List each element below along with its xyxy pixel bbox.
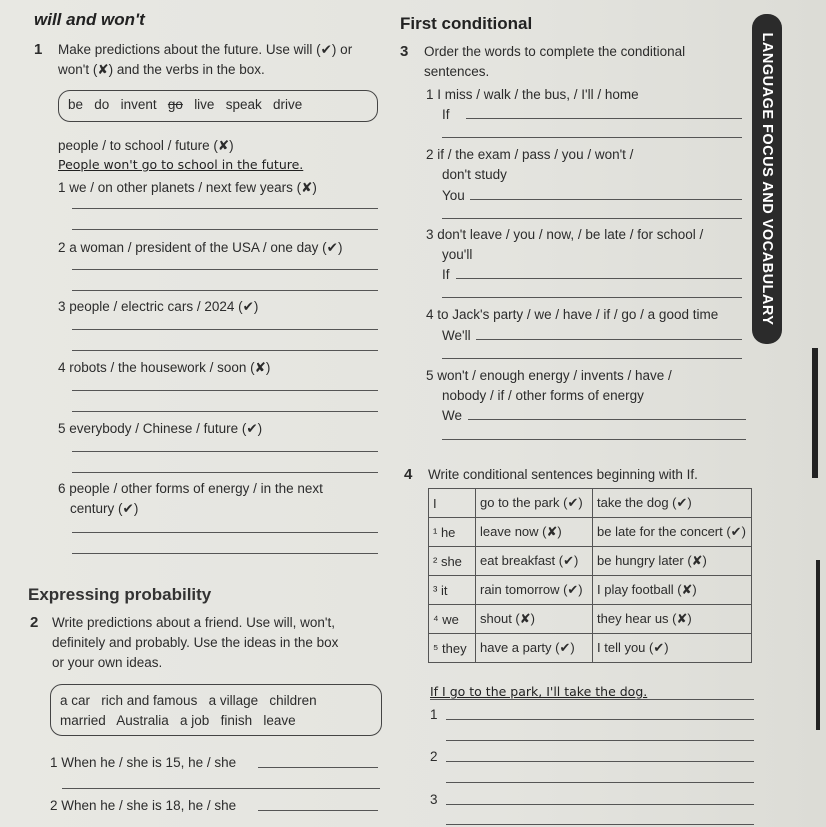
table-cell: they hear us (✘): [593, 605, 752, 634]
answer-line[interactable]: [470, 199, 742, 200]
ex1-item-1: 1 we / on other planets / next few years (✘): [58, 180, 317, 195]
answer-line[interactable]: [446, 804, 754, 805]
answer-line[interactable]: [258, 767, 378, 768]
table-row: [429, 576, 752, 605]
ex3-item-5: 5 won't / enough energy / invents / have /: [426, 368, 672, 383]
table-cell: be late for the concert (✔): [593, 518, 752, 547]
ex1-instruction-line1: Make predictions about the future. Use will (✔) or: [58, 42, 353, 57]
ex3-item-2-start: You: [442, 188, 465, 203]
ex3-number: 3: [400, 43, 409, 60]
table-cell: eat breakfast (✔): [476, 547, 593, 576]
answer-line[interactable]: [446, 719, 754, 720]
answer-line[interactable]: [72, 290, 378, 291]
page-edge-marker: [812, 348, 818, 478]
answer-line[interactable]: [446, 824, 754, 825]
table-row: [429, 518, 752, 547]
ex3-instruction-line1: Order the words to complete the conditional: [424, 44, 686, 59]
ex1-item-6-line2: century (✔): [70, 501, 139, 516]
table-cell: have a party (✔): [476, 634, 593, 663]
table-cell: shout (✘): [476, 605, 593, 634]
ex2-number: 2: [30, 614, 39, 631]
answer-line[interactable]: [72, 390, 378, 391]
answer-line[interactable]: [72, 229, 378, 230]
ex1-item-4: 4 robots / the housework / soon (✘): [58, 360, 271, 375]
ex4-example-answer: If I go to the park, I'll take the dog.: [430, 684, 648, 699]
table-cell: ¹ he: [429, 518, 476, 547]
ex3-item-2: 2 if / the exam / pass / you / won't /: [426, 147, 634, 162]
word-be: be: [68, 97, 84, 112]
table-cell: take the dog (✔): [593, 489, 752, 518]
answer-line[interactable]: [446, 761, 754, 762]
ex1-word-list: [68, 95, 302, 115]
ex2-box-line2: married Australia a job finish leave: [60, 713, 296, 728]
table-cell: ² she: [429, 547, 476, 576]
table-cell: I: [429, 489, 476, 518]
ex3-item-5-start: We: [442, 408, 463, 423]
ex3-item-2-line2: don't study: [442, 167, 507, 182]
answer-line[interactable]: [72, 451, 378, 452]
word-invent: invent: [120, 97, 157, 112]
answer-line[interactable]: [72, 472, 378, 473]
ex3-item-4: 4 to Jack's party / we / have / if / go / a good time: [426, 307, 719, 322]
table-cell: ³ it: [429, 576, 476, 605]
table-row: [429, 605, 752, 634]
table-row: [429, 489, 752, 518]
word-do: do: [94, 97, 110, 112]
word-drive: drive: [273, 97, 303, 112]
answer-line[interactable]: [72, 329, 378, 330]
ex3-item-3-line2: you'll: [442, 247, 473, 262]
table-cell: leave now (✘): [476, 518, 593, 547]
ex3-instruction-line2: sentences.: [424, 64, 490, 79]
word-live: live: [194, 97, 215, 112]
ex1-example-prompt: people / to school / future (✘): [58, 138, 234, 153]
table-cell: go to the park (✔): [476, 489, 593, 518]
answer-line[interactable]: [72, 208, 378, 209]
answer-line[interactable]: [442, 358, 742, 359]
answer-line[interactable]: [72, 411, 378, 412]
ex2-item-2: 2 When he / she is 18, he / she: [50, 798, 237, 813]
answer-line[interactable]: [442, 218, 742, 219]
answer-line[interactable]: [476, 339, 742, 340]
answer-line[interactable]: [258, 810, 378, 811]
ex1-example-answer: People won't go to school in the future.: [58, 157, 304, 172]
will-and-wont-heading: will and won't: [34, 10, 145, 29]
ex1-number: 1: [34, 41, 43, 58]
answer-line[interactable]: [430, 699, 754, 700]
answer-line[interactable]: [468, 419, 746, 420]
ex2-instruction-line1: Write predictions about a friend. Use will, won't,: [52, 615, 335, 630]
ex4-number: 4: [404, 466, 413, 483]
table-cell: be hungry later (✘): [593, 547, 752, 576]
ex3-item-3: 3 don't leave / you / now, / be late / for school /: [426, 227, 704, 242]
ex4-answer-number-1: 1: [430, 707, 438, 722]
answer-line[interactable]: [466, 118, 742, 119]
table-cell: I tell you (✔): [593, 634, 752, 663]
ex2-item-1: 1 When he / she is 15, he / she: [50, 755, 237, 770]
ex4-answer-number-3: 3: [430, 792, 438, 807]
answer-line[interactable]: [442, 137, 742, 138]
answer-line[interactable]: [62, 788, 380, 789]
section-sidebar-tab: [752, 14, 782, 344]
answer-line[interactable]: [442, 439, 746, 440]
ex4-instruction: Write conditional sentences beginning with If.: [428, 467, 698, 482]
ex1-instruction-line2: won't (✘) and the verbs in the box.: [58, 62, 265, 77]
table-cell: ⁵ they: [429, 634, 476, 663]
first-conditional-heading: First conditional: [400, 14, 533, 33]
conditional-table: [428, 488, 752, 663]
ex2-box-line1: a car rich and famous a village children: [60, 693, 317, 708]
answer-line[interactable]: [446, 740, 754, 741]
word-go-crossed: go: [167, 97, 183, 112]
ex3-item-5-line2: nobody / if / other forms of energy: [442, 388, 644, 403]
answer-line[interactable]: [446, 782, 754, 783]
answer-line[interactable]: [72, 553, 378, 554]
table-cell: I play football (✘): [593, 576, 752, 605]
sidebar-label: LANGUAGE FOCUS AND VOCABULARY: [759, 32, 775, 326]
table-cell: rain tomorrow (✔): [476, 576, 593, 605]
answer-line[interactable]: [442, 297, 742, 298]
answer-line[interactable]: [72, 269, 378, 270]
ex1-item-6: 6 people / other forms of energy / in the next: [58, 481, 323, 496]
page-edge-marker: [816, 560, 820, 730]
ex3-item-1: 1 I miss / walk / the bus, / I'll / home: [426, 87, 639, 102]
expressing-probability-heading: Expressing probability: [28, 585, 212, 604]
answer-line[interactable]: [456, 278, 742, 279]
answer-line[interactable]: [72, 350, 378, 351]
ex1-item-5: 5 everybody / Chinese / future (✔): [58, 421, 263, 436]
ex2-instruction-line2: definitely and probably. Use the ideas in the box: [52, 635, 339, 650]
answer-line[interactable]: [72, 532, 378, 533]
ex1-item-2: 2 a woman / president of the USA / one day (✔): [58, 240, 343, 255]
ex3-item-4-start: We'll: [442, 328, 471, 343]
ex4-answer-number-2: 2: [430, 749, 438, 764]
ex3-item-1-start: If: [442, 107, 450, 122]
ex2-instruction-line3: or your own ideas.: [52, 655, 163, 670]
word-speak: speak: [225, 97, 262, 112]
table-row: [429, 634, 752, 663]
ex1-item-3: 3 people / electric cars / 2024 (✔): [58, 299, 259, 314]
table-cell: ⁴ we: [429, 605, 476, 634]
table-row: [429, 547, 752, 576]
ex3-item-3-start: If: [442, 267, 450, 282]
